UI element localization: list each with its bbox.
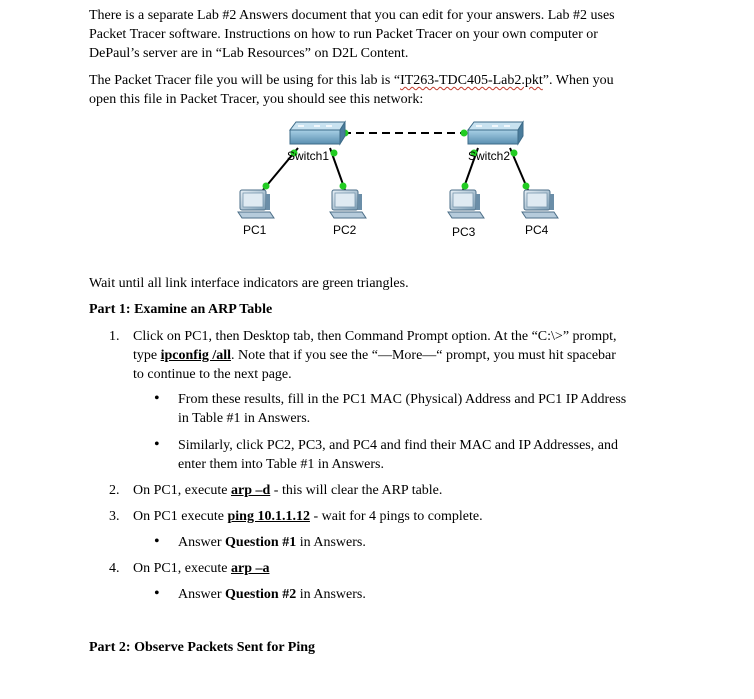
step2-line — [133, 481, 442, 500]
step2-note: - this will clear the ARP table. — [270, 483, 443, 498]
pc2-label: PC2 — [333, 223, 357, 237]
part2-heading: Part 2: Observe Packets Sent for Ping — [89, 640, 316, 655]
bullet-marker: • — [154, 585, 160, 602]
file-text-post: ”. When you — [542, 73, 614, 88]
intro-line-3: DePaul’s server are in “Lab Resources” on D2L Content. — [89, 46, 409, 61]
step3-command: ping 10.1.1.12 — [227, 509, 310, 524]
bullet-marker: • — [154, 533, 160, 550]
switch2-label: Switch2 — [468, 149, 511, 163]
file-line-2: open this file in Packet Tracer, you should see this network: — [89, 92, 424, 107]
intro-line-2: Packet Tracer software. Instructions on how to run Packet Tracer on your own computer or — [89, 27, 598, 42]
switch1-label: Switch1 — [287, 149, 330, 163]
bullet3-pre: Answer — [178, 535, 226, 550]
step1-command: ipconfig /all — [160, 348, 232, 363]
bullet3-line — [178, 533, 366, 552]
step1-number: 1. — [109, 329, 120, 344]
intro-line-1: There is a separate Lab #2 Answers document that you can edit for your answers. Lab #2 uses — [89, 8, 615, 23]
step3-note: - wait for 4 pings to complete. — [309, 509, 483, 524]
wait-text: Wait until all link interface indicators are green triangles. — [89, 276, 409, 291]
step3-text: On PC1 execute — [133, 509, 228, 524]
step1-type-text: type — [133, 348, 161, 363]
indicator-sw2-left — [461, 130, 468, 137]
indicator-pc2 — [340, 183, 347, 190]
step4-text: On PC1, execute — [133, 561, 231, 576]
bullet2-line-2: enter them into Table #1 in Answers. — [178, 457, 385, 472]
switch2-icon[interactable] — [468, 122, 523, 144]
bullet3-question: Question #1 — [225, 535, 297, 550]
step2-number: 2. — [109, 483, 120, 498]
pc4-icon[interactable] — [522, 190, 558, 218]
file-name: IT263-TDC405-Lab2.pkt — [400, 73, 543, 88]
step1-note-text: . Note that if you see the “—More—“ prompt, you must hit spacebar — [231, 348, 616, 363]
indicator-pc4 — [523, 183, 530, 190]
step1-line-1: Click on PC1, then Desktop tab, then Command Prompt option. At the “C:\>” prompt, — [133, 329, 617, 344]
file-line-1 — [89, 71, 614, 90]
bullet3-post: in Answers. — [296, 535, 366, 550]
part1-heading: Part 1: Examine an ARP Table — [89, 302, 273, 317]
switch1-icon[interactable] — [290, 122, 345, 144]
indicator-pc3 — [462, 183, 469, 190]
indicator-sw1-pc2 — [331, 150, 338, 157]
pc3-label: PC3 — [452, 225, 476, 239]
step4-line — [133, 559, 269, 578]
step3-number: 3. — [109, 509, 120, 524]
bullet4-post: in Answers. — [296, 587, 366, 602]
step1-line-3: to continue to the next page. — [133, 367, 292, 382]
network-diagram — [0, 118, 754, 258]
indicator-pc1 — [263, 183, 270, 190]
indicator-sw2-pc4 — [511, 150, 518, 157]
file-text-pre: The Packet Tracer file you will be using for this lab is “ — [89, 73, 401, 88]
pc1-icon[interactable] — [238, 190, 274, 218]
step2-command: arp –d — [230, 483, 271, 498]
bullet-marker: • — [154, 436, 160, 453]
bullet1-line-2: in Table #1 in Answers. — [178, 411, 311, 426]
pc2-icon[interactable] — [330, 190, 366, 218]
step3-line — [133, 507, 483, 526]
step4-number: 4. — [109, 561, 120, 576]
pc3-icon[interactable] — [448, 190, 484, 218]
step2-text: On PC1, execute — [133, 483, 231, 498]
bullet-marker: • — [154, 390, 160, 407]
bullet4-pre: Answer — [178, 587, 226, 602]
bullet4-question: Question #2 — [225, 587, 297, 602]
step4-command: arp –a — [230, 561, 270, 576]
bullet1-line-1: From these results, fill in the PC1 MAC (Physical) Address and PC1 IP Address — [178, 392, 627, 407]
bullet2-line-1: Similarly, click PC2, PC3, and PC4 and find their MAC and IP Addresses, and — [178, 438, 618, 453]
bullet4-line — [178, 585, 366, 604]
step1-line-2 — [133, 346, 616, 365]
pc1-label: PC1 — [243, 223, 267, 237]
pc4-label: PC4 — [525, 223, 549, 237]
